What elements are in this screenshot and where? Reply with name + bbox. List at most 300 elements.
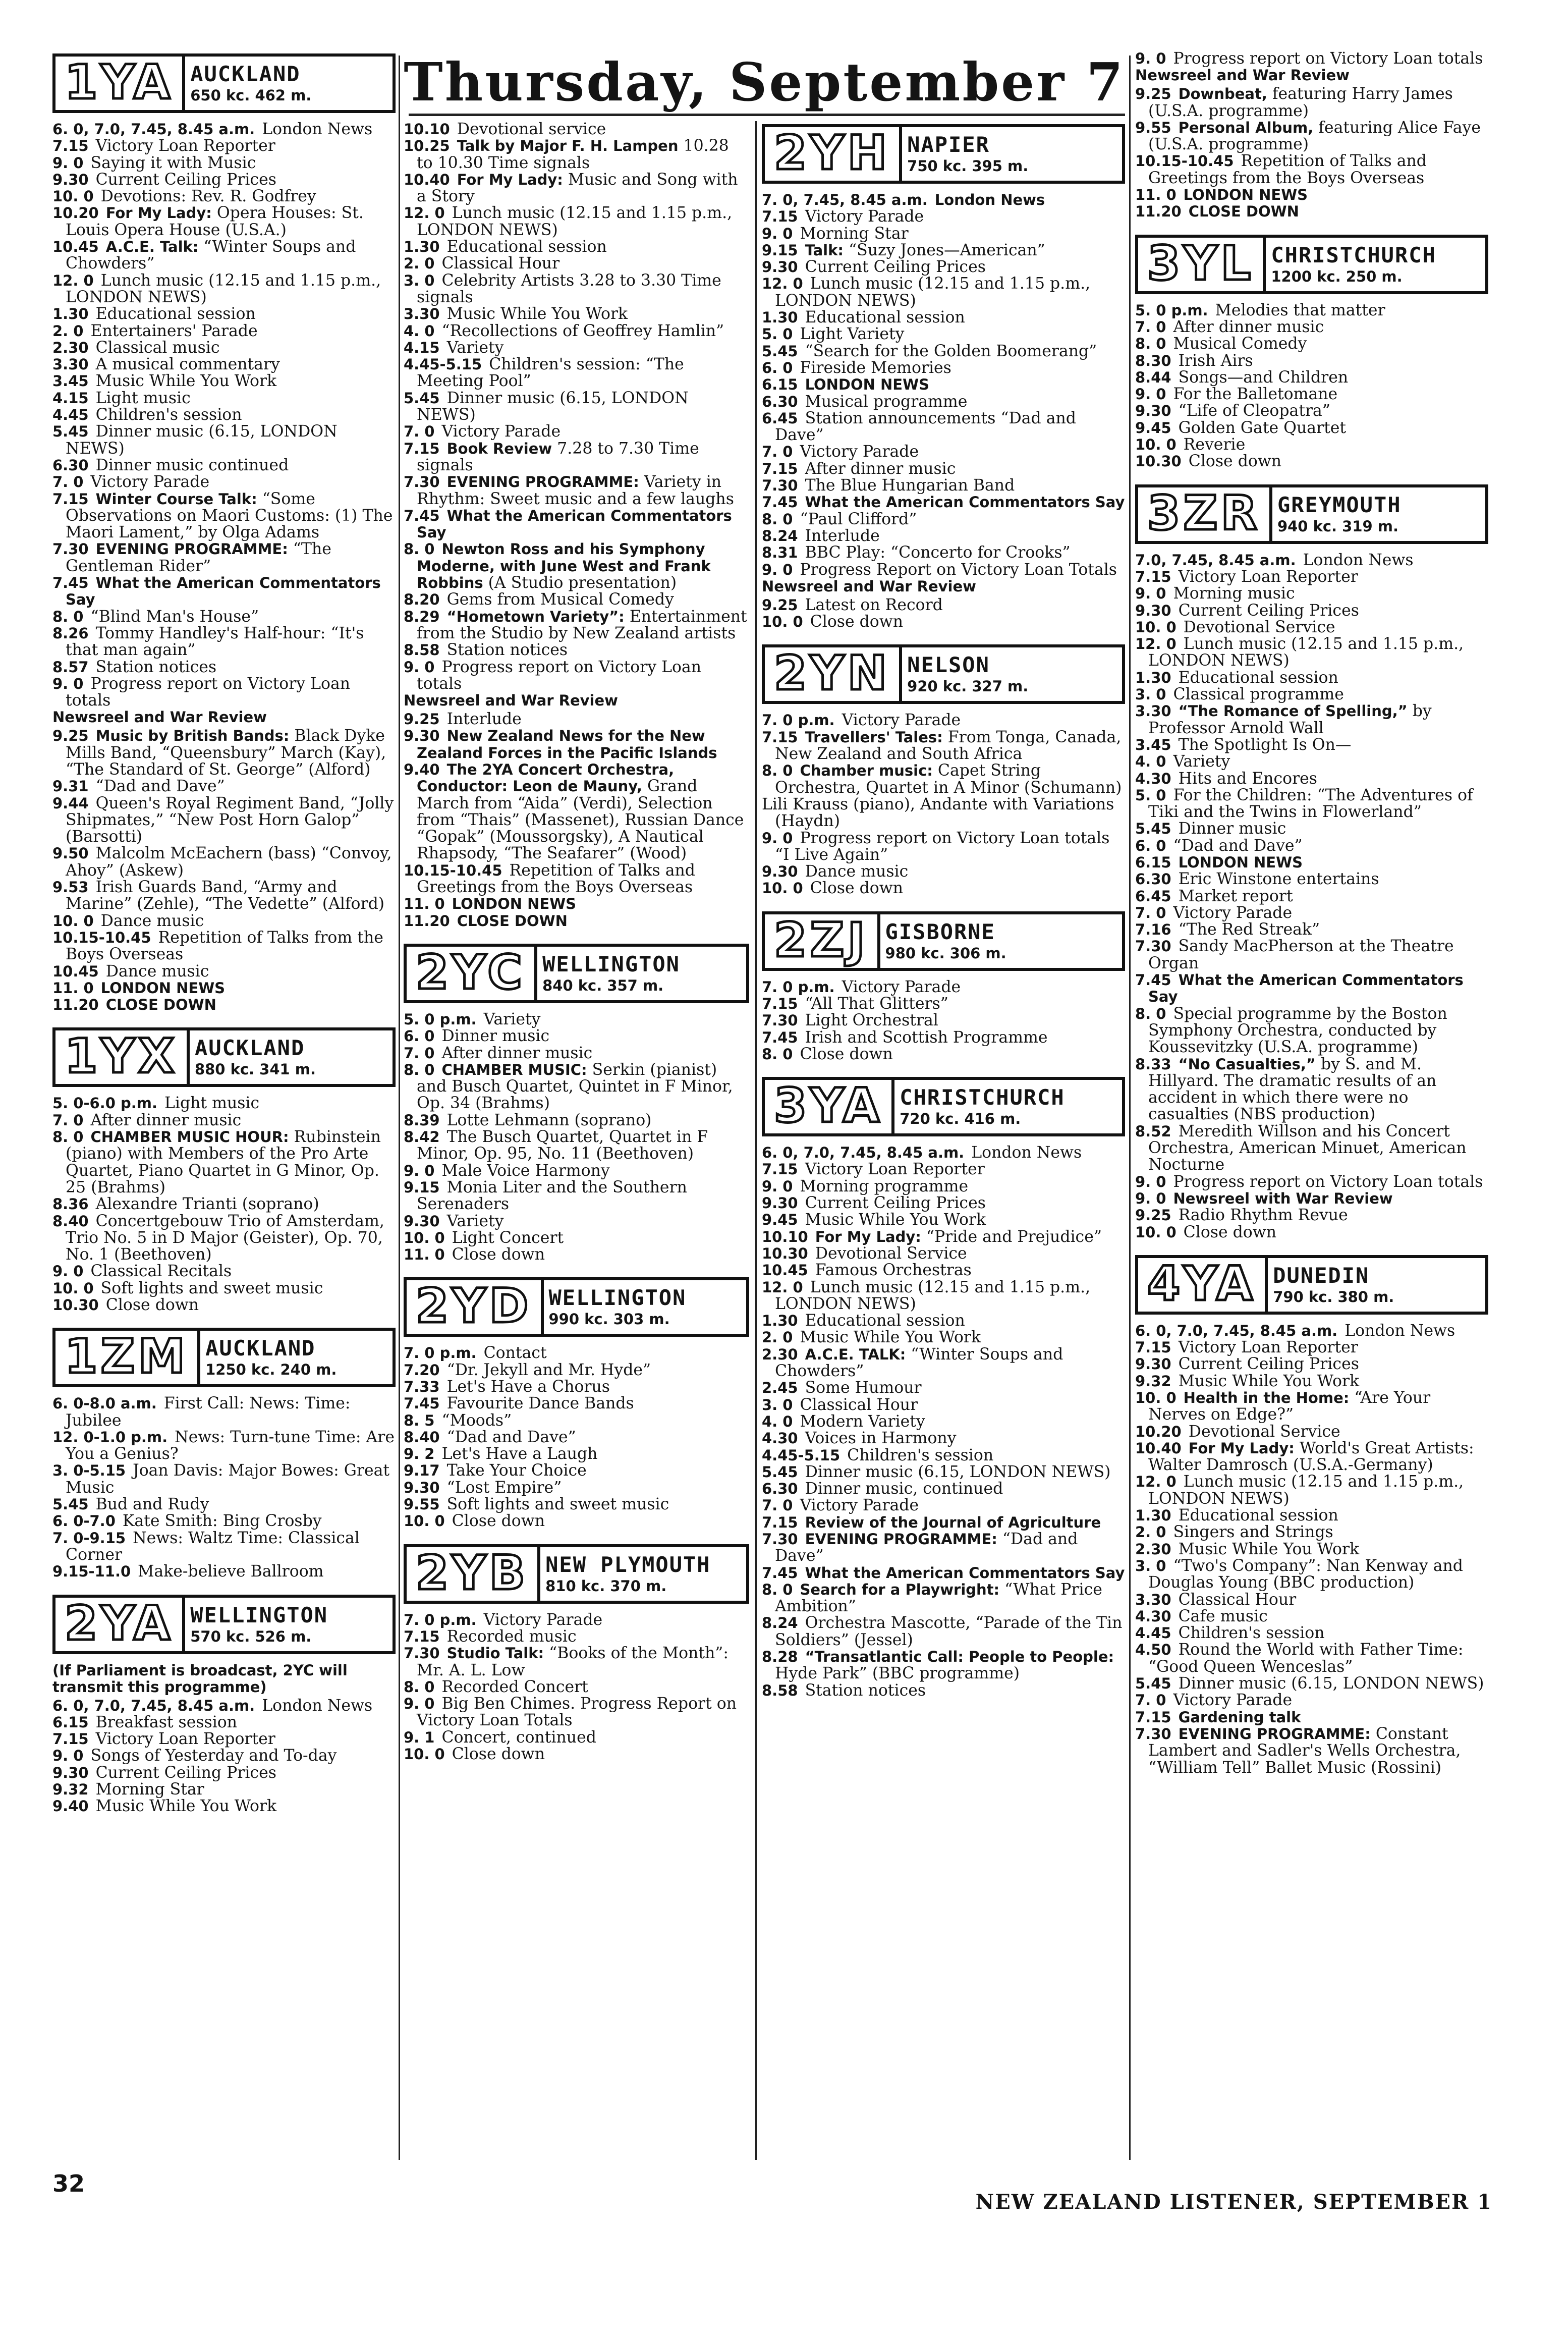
programme-text: Songs—and Children (1178, 368, 1349, 387)
column-2 (404, 121, 749, 1774)
programme-entry (762, 880, 1125, 897)
page-heading: Thursday, September 7 (404, 48, 1125, 116)
programme-text: Victory Parade (800, 443, 919, 461)
programme-entry (1135, 203, 1488, 220)
programme-time: 10.45 (52, 238, 99, 256)
programme-entry (1135, 552, 1488, 569)
programme-time: 7.30 (1135, 1725, 1171, 1743)
programme-time: 6.15 (1135, 853, 1171, 871)
programme-time: 8. 0 (52, 608, 84, 625)
programme-text: Repetition of Talks and Greetings from the Boys Overseas (1148, 152, 1427, 187)
programme-entry (404, 1179, 749, 1213)
programme-time: 8. 0 (1135, 335, 1166, 353)
programme-entry (762, 1346, 1125, 1380)
programme-entry (1135, 636, 1488, 670)
section-spacer (404, 1263, 749, 1274)
programme-text: Let's Have a Chorus (446, 1378, 610, 1396)
programme-text: Orchestra Mascotte, “Parade of the Tin Soldiers” (Jessel) (775, 1614, 1123, 1649)
programme-text: “The Gentleman Rider” (66, 540, 331, 575)
station-info (540, 1547, 746, 1601)
section-spacer (404, 1763, 749, 1774)
programme-text: “Paul Clifford” (800, 510, 917, 528)
programme-title: LONDON NEWS (452, 895, 577, 913)
programme-entry (404, 591, 749, 608)
programme-entry (762, 343, 1125, 360)
programme-time: 7.30 (1135, 938, 1171, 955)
programme-text: After dinner music (441, 1044, 593, 1062)
programme-entry (52, 306, 396, 322)
programme-entry (404, 138, 749, 172)
programme-entry (52, 423, 396, 457)
station-frequency: 880 kc. 341 m. (194, 1061, 316, 1078)
programme-time: 8.40 (404, 1428, 440, 1446)
programme-entry (762, 1262, 1125, 1279)
programme-time: 7. 0-9.15 (52, 1529, 126, 1547)
programme-text: Variety (446, 1212, 504, 1230)
programme-text: Big Ben Chimes. Progress Report on Victory Loan Totals (417, 1695, 737, 1730)
programme-time: 6.45 (762, 409, 798, 427)
station-city: DUNEDIN (1273, 1263, 1370, 1288)
programme-time: 7.30 (762, 1531, 798, 1548)
section-spacer (52, 1314, 396, 1325)
programme-entry (404, 761, 749, 862)
programme-text: Children's session: “The Meeting Pool” (417, 355, 684, 391)
programme-time: 8.31 (762, 544, 798, 562)
programme-text: Recorded music (446, 1627, 577, 1646)
programme-text: Dinner music, continued (805, 1480, 1003, 1498)
programme-entry (52, 1530, 396, 1564)
programme-time: 7. 0 (52, 1111, 84, 1129)
programme-note: Newsreel and War Review (1135, 67, 1350, 84)
programme-time: 6. 0, 7.0, 7.45, 8.45 a.m. (52, 1697, 255, 1714)
programme-title: Newsreel with War Review (1173, 1189, 1393, 1207)
programme-entry (1135, 386, 1488, 403)
programme-entry (52, 239, 396, 273)
programme-text: London News (1303, 551, 1414, 569)
programme-entry (1135, 302, 1488, 319)
programme-time: 8. 0 (1135, 1005, 1166, 1022)
programme-time: 9. 0 (1135, 386, 1166, 403)
programme-text: Eric Winstone entertains (1178, 870, 1379, 889)
programme-text: Victory Parade (800, 1496, 919, 1515)
programme-time: 4.45 (1135, 1624, 1171, 1642)
programme-entry (404, 728, 749, 761)
programme-entry (404, 273, 749, 306)
programme-text: Classical Hour (441, 254, 560, 273)
programme-entry (1135, 619, 1488, 636)
programme-entry (52, 575, 396, 609)
station-city: NAPIER (907, 132, 990, 157)
programme-time: 7.15 (404, 440, 440, 457)
programme-entry (1135, 1190, 1488, 1207)
programme-time: 4.30 (1135, 1607, 1171, 1625)
programme-text: World's Great Artists: Walter Damrosch (U.S.A.-Germany) (1148, 1439, 1474, 1475)
programme-time: 6.45 (1135, 887, 1171, 905)
programme-time: 2. 0 (52, 322, 84, 340)
programme-time: 10.45 (762, 1262, 808, 1279)
programme-time: 8.33 (1135, 1055, 1171, 1073)
programme-time: 9.53 (52, 879, 89, 896)
programme-text: Soft lights and sweet music (100, 1279, 323, 1297)
programme-text: Fireside Memories (800, 358, 951, 377)
programme-time: 9.30 (762, 863, 798, 881)
station-frequency: 810 kc. 370 m. (545, 1577, 667, 1595)
programme-time: 3.45 (1135, 736, 1171, 753)
programme-time: 10. 0 (1135, 436, 1177, 454)
programme-time: 6. 0 (404, 1027, 435, 1045)
programme-entry (762, 394, 1125, 410)
programme-time: 5.45 (762, 342, 798, 360)
programme-entry (404, 1011, 749, 1028)
programme-entry (1135, 905, 1488, 921)
programme-time: 8.20 (404, 591, 440, 609)
programme-time: 9.45 (1135, 419, 1171, 437)
programme-text: Cafe music (1178, 1607, 1268, 1625)
programme-time: 9.25 (404, 711, 440, 728)
programme-time: 7.30 (404, 473, 440, 491)
programme-entry (762, 729, 1125, 763)
programme-title: “Hometown Variety”: (446, 608, 625, 625)
programme-text: Contact (483, 1344, 547, 1363)
programme-time: 7. 0 (762, 1497, 793, 1514)
programme-entry (1135, 1006, 1488, 1056)
programme-time: 8.40 (52, 1212, 89, 1230)
programme-text: Hyde Park” (BBC programme) (775, 1664, 1020, 1683)
programme-entry (52, 1095, 396, 1112)
programme-text: Constant Lambert and Sadler's Wells Orchestra, “William Tell” Ballet Music (Rossini) (1148, 1724, 1461, 1777)
programme-entry (762, 1582, 1125, 1615)
programme-title: “No Casualties,” (1178, 1055, 1316, 1073)
programme-text: Dance music (805, 862, 909, 881)
programme-entry (404, 323, 749, 340)
programme-text: Let's Have a Laugh (441, 1445, 598, 1463)
programme-time: 9.40 (404, 760, 440, 778)
programme-entry (762, 461, 1125, 477)
programme-text: Variety (1173, 752, 1230, 771)
programme-entry (762, 326, 1125, 343)
programme-time: 7. 0 (1135, 904, 1166, 921)
programme-entry (1135, 888, 1488, 905)
programme-time: 8.58 (762, 1681, 798, 1699)
programme-text: Favourite Dance Bands (446, 1394, 634, 1413)
programme-entry (52, 155, 396, 172)
programme-time: 8.24 (762, 1614, 798, 1632)
programme-time: 7. 0 (52, 473, 84, 491)
programme-entry (1135, 1056, 1488, 1123)
station-logo (52, 53, 396, 113)
programme-note: Newsreel and War Review (404, 692, 618, 710)
programme-time: 10.20 (1135, 1423, 1182, 1440)
section-spacer (1135, 470, 1488, 481)
programme-time: 9. 0 (1135, 1189, 1166, 1207)
station-info (190, 1030, 393, 1084)
programme-time: 10. 0 (52, 188, 94, 205)
programme-entry (762, 1413, 1125, 1430)
programme-text: Dance music (105, 962, 209, 981)
programme-entry (762, 376, 1125, 393)
programme-entry (762, 1497, 1125, 1514)
programme-entry (52, 407, 396, 423)
programme-text: Songs of Yesterday and To-day (90, 1747, 337, 1765)
programme-text: Light music (95, 389, 191, 407)
programme-time: 5.45 (1135, 820, 1171, 838)
programme-time: 7.30 (52, 540, 89, 558)
programme-entry (762, 1329, 1125, 1346)
programme-time: 9.30 (404, 1479, 440, 1496)
programme-text: Current Ceiling Prices (95, 1763, 276, 1782)
programme-text: Devotional service (457, 120, 606, 138)
programme-entry (52, 1280, 396, 1297)
programme-entry (52, 659, 396, 676)
programme-text: Victory Parade (1173, 903, 1293, 922)
programme-entry (1135, 187, 1488, 203)
programme-text: by S. and M. Hillyard. The dramatic results of an accident in which there were no casualties (NBS production) (1148, 1055, 1437, 1124)
programme-text: Golden Gate Quartet (1178, 418, 1347, 437)
station-city: AUCKLAND (190, 62, 301, 86)
programme-time: 7. 0 p.m. (404, 1344, 477, 1362)
programme-time: 4.15 (52, 389, 89, 407)
programme-entry (404, 306, 749, 322)
programme-entry (762, 1682, 1125, 1699)
column-3 (762, 121, 1125, 1710)
programme-text: Close down (1188, 452, 1282, 471)
programme-time: 4.30 (762, 1430, 798, 1447)
programme-text: Light Orchestral (805, 1011, 938, 1030)
programme-time: 10. 0 (1135, 618, 1177, 636)
programme-time: 10. 0 (1135, 1389, 1177, 1406)
programme-text: Morning music (1173, 584, 1295, 603)
programme-text: After dinner music (1173, 317, 1324, 336)
station-logo (1135, 1255, 1488, 1315)
programme-entry (1135, 972, 1488, 1006)
programme-time: 9.44 (52, 794, 89, 812)
programme-entry (1135, 821, 1488, 837)
station-city: WELLINGTON (190, 1602, 328, 1627)
programme-entry (404, 1746, 749, 1763)
programme-text: “The Red Streak” (1178, 920, 1320, 939)
programme-text: News: Waltz Time: Classical Corner (66, 1529, 360, 1564)
programme-entry (52, 1563, 396, 1580)
programme-title: Winter Course Talk: (95, 490, 257, 508)
programme-title: Chamber music: (800, 762, 933, 780)
programme-entry (762, 712, 1125, 729)
programme-text: Dinner music (6.15, LONDON NEWS) (417, 389, 689, 424)
programme-title: For My Lady: (1188, 1439, 1295, 1457)
programme-title: London News (934, 191, 1045, 208)
programme-time: 10. 0 (762, 613, 803, 631)
programme-title: What the American Commentators Say (805, 1564, 1125, 1582)
programme-time: 5.45 (762, 1463, 798, 1481)
programme-text: Classical Hour (1178, 1590, 1297, 1609)
programme-text: Repetition of Talks and Greetings from the Boys Overseas (417, 861, 695, 897)
programme-text: “Search for the Golden Boomerang” (805, 342, 1097, 360)
programme-text: Music While You Work (95, 372, 277, 391)
programme-entry (404, 1446, 749, 1462)
programme-time: 7.15 (1135, 1708, 1171, 1726)
programme-entry (52, 323, 396, 340)
programme-text: Victory Loan Reporter (1178, 567, 1358, 586)
programme-entry (404, 896, 749, 912)
section-spacer (1135, 1776, 1488, 1787)
section-spacer (52, 1581, 396, 1592)
programme-entry (52, 373, 396, 390)
programme-text: Interlude (446, 710, 522, 729)
programme-title: What the American Commentators Say (805, 494, 1125, 511)
programme-entry (1135, 1356, 1488, 1373)
programme-entry (404, 239, 749, 255)
programme-entry (404, 862, 749, 896)
programme-entry (1135, 1709, 1488, 1726)
programme-entry (1135, 838, 1488, 854)
programme-time: 7.30 (404, 1645, 440, 1662)
station-info (185, 57, 393, 110)
programme-text: Kate Smith: Bing Crosby (122, 1512, 322, 1531)
programme-entry (762, 1430, 1125, 1447)
programme-title: Music by British Bands: (95, 727, 290, 745)
programme-text: Lunch music (12.15 and 1.15 p.m., LONDON NEWS) (1148, 1473, 1464, 1508)
programme-entry (762, 1313, 1125, 1329)
programme-time: 5.45 (52, 1496, 89, 1513)
programme-entry (404, 1679, 749, 1696)
programme-text: Victory Parade (483, 1610, 603, 1629)
programme-entry (1135, 670, 1488, 686)
programme-title: LONDON NEWS (100, 979, 226, 997)
programme-time: 8. 0 (762, 510, 793, 528)
programme-title: Search for a Playwright: (800, 1581, 1000, 1598)
programme-time: 8.36 (52, 1195, 89, 1213)
programme-text: Close down (452, 1512, 545, 1531)
station-city: CHRISTCHURCH (1271, 242, 1436, 267)
programme-entry (404, 172, 749, 205)
programme-time: 9. 2 (404, 1445, 435, 1463)
programme-time: 9. 0 (52, 675, 84, 692)
programme-title: A.C.E. TALK: (805, 1345, 906, 1363)
programme-title: CLOSE DOWN (1188, 203, 1299, 221)
programme-entry (52, 1129, 396, 1196)
programme-entry (1135, 50, 1488, 67)
programme-text: Music and Song with a Story (417, 170, 738, 206)
station-frequency: 750 kc. 395 m. (907, 157, 1029, 175)
station-frequency: 920 kc. 327 m. (907, 678, 1029, 695)
programme-title: Review of the Journal of Agriculture (805, 1513, 1101, 1531)
programme-entry (1135, 1424, 1488, 1440)
programme-text: Joan Davis: Major Bowes: Great Music (66, 1461, 390, 1497)
programme-text: Educational session (805, 1312, 965, 1330)
programme-text: Progress report on Victory Loan totals (66, 674, 351, 710)
programme-text: “Pride and Prejudice” (926, 1227, 1102, 1246)
programme-text: Special programme by the Boston Symphony Orchestra, conducted by Koussevitzky (U.S.A. programme) (1148, 1004, 1447, 1057)
programme-time: 9.30 (404, 1212, 440, 1230)
programme-entry (52, 778, 396, 795)
programme-time: 9.30 (52, 171, 89, 188)
publication-footer: NEW ZEALAND LISTENER, SEPTEMBER 1 (975, 2190, 1492, 2214)
programme-entry (52, 963, 396, 980)
programme-text: Make-believe Ballroom (138, 1562, 324, 1581)
programme-text: Close down (810, 613, 903, 631)
programme-entry (1135, 153, 1488, 187)
programme-text: Dinner music (1178, 820, 1286, 838)
programme-text: The Spotlight Is On— (1178, 735, 1352, 754)
section-spacer (1135, 1241, 1488, 1252)
programme-text: “Lost Empire” (446, 1478, 562, 1497)
programme-entry (404, 340, 749, 356)
programme-entry (404, 356, 749, 390)
programme-text: Station notices (805, 1681, 926, 1700)
programme-title: Newton Ross and his Symphony Moderne, with June West and Frank Robbins (417, 540, 711, 592)
programme-entry (404, 1496, 749, 1513)
programme-time: 9.55 (404, 1496, 440, 1513)
programme-text: London News (262, 1696, 373, 1715)
programme-entry (1135, 369, 1488, 386)
programme-time: 7. 0 (1135, 318, 1166, 336)
programme-entry (404, 121, 749, 138)
programme-time: 8. 0 (404, 1061, 435, 1078)
programme-time: 4. 0 (404, 322, 435, 340)
programme-entry (52, 913, 396, 930)
programme-time: 10. 0 (404, 1746, 445, 1763)
programme-text: Close down (452, 1745, 545, 1764)
programme-title: For My Lady: (457, 171, 563, 188)
programme-entry (1135, 1123, 1488, 1174)
programme-text: “Two's Company”: Nan Kenway and Douglas Young (BBC production) (1148, 1556, 1463, 1592)
programme-text: London News (262, 120, 373, 138)
programme-time: 7.15 (762, 460, 798, 477)
programme-entry (404, 1628, 749, 1645)
programme-time: 9.15 (404, 1178, 440, 1196)
programme-text: London News (971, 1144, 1082, 1162)
programme-entry (1135, 938, 1488, 972)
programme-time: 6.30 (1135, 870, 1171, 888)
programme-text: Lili Krauss (piano), Andante with Variations (Haydn) (762, 795, 1114, 831)
programme-text: Lotte Lehmann (soprano) (446, 1111, 652, 1129)
programme-time: 6. 0-8.0 a.m. (52, 1395, 157, 1412)
programme-entry (1135, 771, 1488, 787)
programme-title: EVENING PROGRAMME: (446, 473, 639, 491)
section-spacer (762, 1063, 1125, 1074)
programme-entry (762, 562, 1125, 578)
programme-text: 7.28 to 7.30 Time signals (417, 439, 699, 474)
programme-text: Progress report on Victory Loan totals (417, 658, 702, 693)
station-info (894, 1080, 1122, 1133)
programme-entry (762, 242, 1125, 259)
section-spacer (762, 1699, 1125, 1710)
programme-time: 8.30 (1135, 352, 1171, 369)
programme-time: 9.30 (52, 1764, 89, 1781)
station-city: WELLINGTON (542, 951, 680, 976)
programme-entry (1135, 871, 1488, 888)
programme-text: Singers and Strings (1173, 1523, 1333, 1542)
programme-time: 8.29 (404, 608, 440, 625)
programme-time: 5.45 (52, 423, 89, 441)
programme-text: Dinner music (6.15, LONDON NEWS) (66, 422, 338, 458)
programme-text: Educational session (95, 305, 256, 323)
programme-title: What the American Commentators Say (66, 574, 381, 609)
programme-text: Light music (164, 1094, 260, 1113)
station-frequency: 570 kc. 526 m. (190, 1627, 312, 1645)
programme-entry (404, 1045, 749, 1062)
programme-text: (A Studio presentation) (488, 574, 677, 592)
programme-entry (762, 1380, 1125, 1396)
programme-entry (762, 830, 1125, 864)
station-logo (762, 644, 1125, 704)
programme-text: Progress Report on Victory Loan Totals (800, 560, 1117, 579)
programme-title: Book Review (446, 440, 552, 457)
programme-text: Educational session (446, 238, 607, 256)
programme-text: Male Voice Harmony (441, 1161, 610, 1180)
programme-time: 9.17 (404, 1462, 440, 1480)
programme-entry (404, 1612, 749, 1628)
programme-time: 7. 0 (404, 423, 435, 441)
